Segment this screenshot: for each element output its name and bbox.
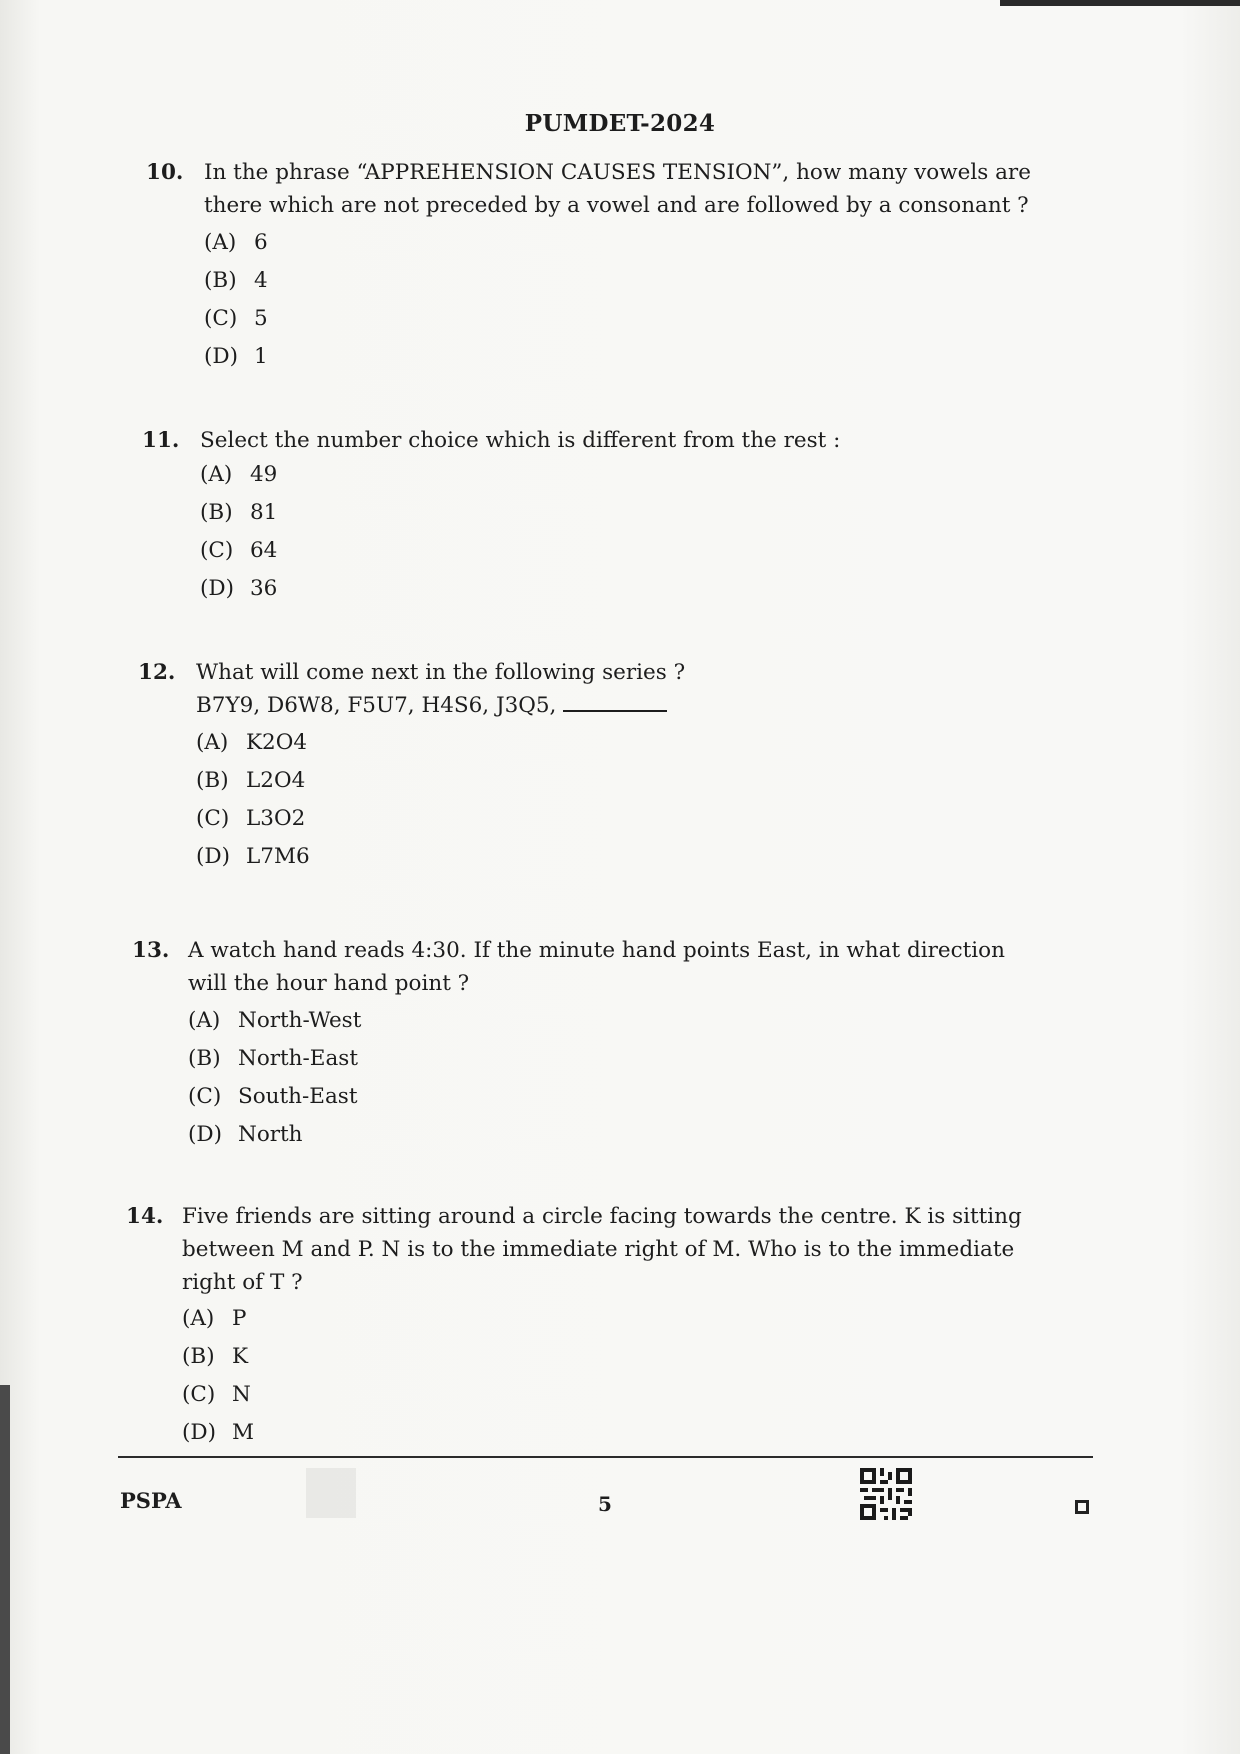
option-b: (B) K	[182, 1344, 249, 1369]
option-d: (D) 1	[204, 344, 268, 369]
option-c: (C) L3O2	[196, 806, 306, 831]
scan-edge-shadow	[0, 1385, 10, 1754]
question-stem	[204, 156, 1031, 222]
page-number: 5	[598, 1492, 612, 1516]
question-stem	[196, 656, 685, 722]
faint-qr-code-icon	[306, 1468, 356, 1518]
option-b: (B) 4	[204, 268, 268, 293]
option-c: (C) 5	[204, 306, 268, 331]
stem-line: What will come next in the following series ?	[196, 660, 686, 685]
stem-line: A watch hand reads 4:30. If the minute hand points East, in what direction	[188, 938, 1005, 963]
option-c: (C) N	[182, 1382, 251, 1407]
series-text: B7Y9, D6W8, F5U7, H4S6, J3Q5,	[196, 693, 557, 718]
question-number: 12.	[138, 660, 176, 685]
square-marker-icon	[1075, 1500, 1089, 1514]
stem-line: In the phrase “APPREHENSION CAUSES TENSION”, how many vowels are	[204, 160, 1031, 185]
question-number: 13.	[132, 938, 170, 963]
question-number: 14.	[126, 1204, 164, 1229]
option-list	[200, 456, 277, 608]
scan-edge-shadow	[1000, 0, 1240, 6]
option-a: (A) K2O4	[196, 730, 308, 755]
stem-line: between M and P. N is to the immediate right of M. Who is to the immediate	[182, 1237, 1015, 1262]
option-b: (B) North-East	[188, 1046, 358, 1071]
option-c: (C) 64	[200, 538, 278, 563]
paper-code: PSPA	[120, 1488, 182, 1513]
stem-line: Select the number choice which is different from the rest :	[200, 428, 841, 453]
option-list	[182, 1300, 254, 1452]
option-d: (D) 36	[200, 576, 278, 601]
option-a: (A) 49	[200, 462, 278, 487]
option-d: (D) M	[182, 1420, 255, 1445]
option-list	[196, 724, 310, 876]
question-stem	[182, 1200, 1022, 1299]
footer-divider	[118, 1456, 1093, 1458]
option-list	[188, 1002, 361, 1154]
option-list	[204, 224, 268, 376]
question-number: 10.	[146, 160, 184, 185]
option-a: (A) P	[182, 1306, 247, 1331]
option-a: (A) 6	[204, 230, 268, 255]
stem-line: there which are not preceded by a vowel and are followed by a consonant ?	[204, 193, 1029, 218]
option-a: (A) North-West	[188, 1008, 362, 1033]
qr-code-icon	[860, 1468, 912, 1520]
option-c: (C) South-East	[188, 1084, 358, 1109]
option-d: (D) L7M6	[196, 844, 310, 869]
exam-title: PUMDET-2024	[524, 110, 716, 137]
option-b: (B) L2O4	[196, 768, 306, 793]
answer-blank	[563, 690, 667, 712]
stem-line: will the hour hand point ?	[188, 971, 470, 996]
question-stem	[188, 934, 1005, 1000]
stem-line: right of T ?	[182, 1270, 303, 1295]
stem-line	[196, 689, 685, 722]
question-stem	[200, 424, 840, 457]
question-number: 11.	[142, 428, 180, 453]
stem-line: Five friends are sitting around a circle facing towards the centre. K is sitting	[182, 1204, 1022, 1229]
option-d: (D) North	[188, 1122, 303, 1147]
option-b: (B) 81	[200, 500, 278, 525]
